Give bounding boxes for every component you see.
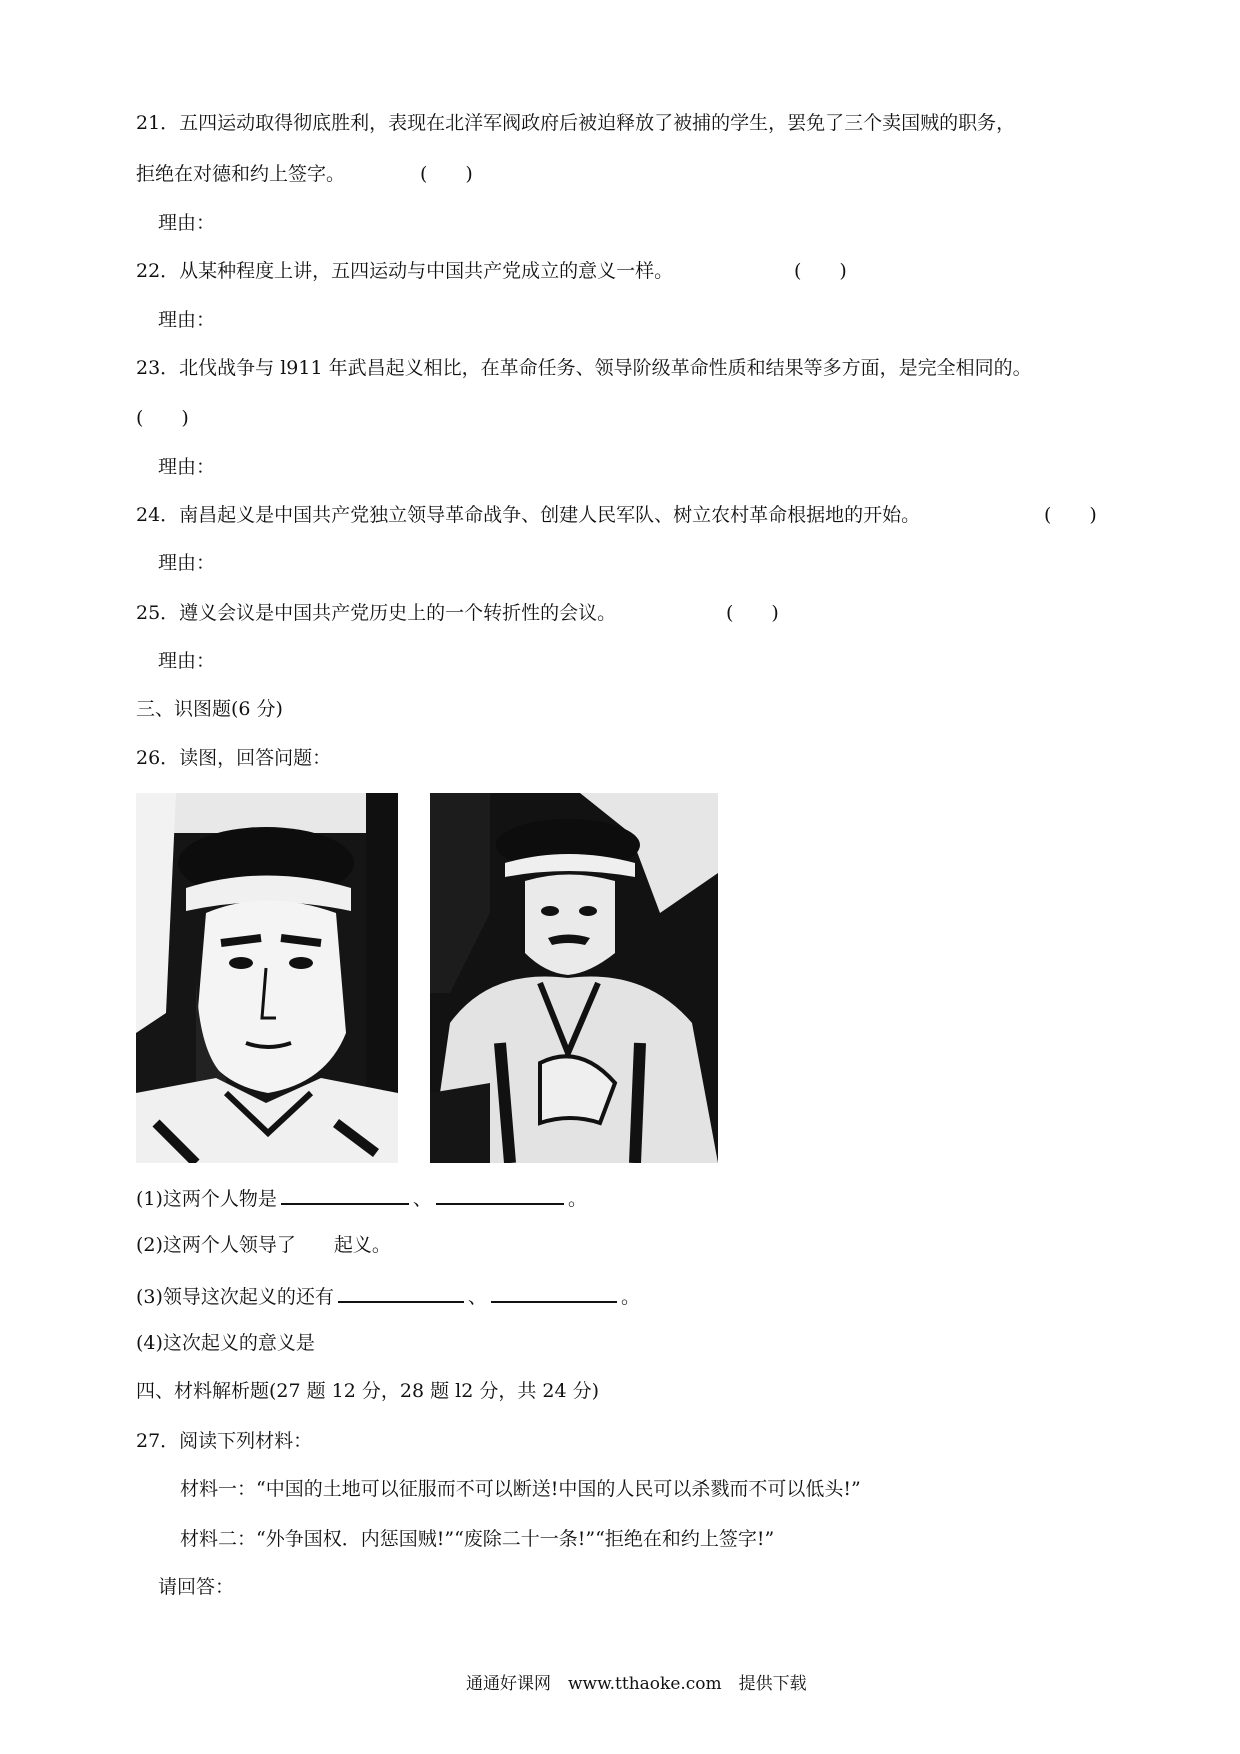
answer-blank-leader2[interactable] [491, 1281, 617, 1303]
question-21-line1: 21．五四运动取得彻底胜利，表现在北洋军阀政府后被迫释放了被捕的学生，罢免了三个卖国贼的职务， [136, 112, 1016, 134]
question-26-sub4: (4)这次起义的意义是 [136, 1332, 315, 1354]
material-1: 材料一：“中国的土地可以征服而不可以断送!中国的人民可以杀戮而不可以低头!” [180, 1478, 861, 1500]
answer-blank-person2[interactable] [436, 1183, 564, 1205]
question-22-reason: 理由： [158, 309, 216, 331]
question-22-text: 22．从某种程度上讲，五四运动与中国共产党成立的意义一样。 [136, 260, 674, 282]
answer-blank-person1[interactable] [281, 1183, 409, 1205]
question-27-text: 27．阅读下列材料： [136, 1430, 313, 1452]
portrait-photo-right [430, 793, 718, 1163]
portrait-photo-left [136, 793, 398, 1163]
sub1-end: 。 [567, 1188, 587, 1210]
question-25-bracket: ( ) [726, 602, 779, 624]
page-footer: 通通好课网 www.tthaoke.com 提供下载 [466, 1674, 807, 1694]
question-21-line2: 拒绝在对德和约上签字。 [136, 163, 346, 185]
sub1-prefix: (1)这两个人物是 [136, 1188, 277, 1210]
answer-blank-leader1[interactable] [338, 1281, 464, 1303]
sub1-separator: 、 [412, 1188, 432, 1210]
sub3-prefix: (3)领导这次起义的还有 [136, 1286, 334, 1308]
sub3-end: 。 [620, 1286, 640, 1308]
question-26-text: 26．读图，回答问题： [136, 747, 332, 769]
question-26-sub1 [136, 1183, 587, 1212]
section-3-title: 三、识图题(6 分) [136, 698, 283, 720]
question-23-reason: 理由： [158, 456, 216, 478]
question-24-text: 24．南昌起义是中国共产党独立领导革命战争、创建人民军队、树立农村革命根据地的开始。 [136, 504, 921, 526]
question-22-bracket: ( ) [794, 260, 847, 282]
answer-prompt: 请回答： [158, 1576, 235, 1598]
question-24-reason: 理由： [158, 552, 216, 574]
question-25-text: 25．遵义会议是中国共产党历史上的一个转折性的会议。 [136, 602, 617, 624]
question-26-sub3 [136, 1281, 640, 1310]
question-24-bracket: ( ) [1044, 504, 1097, 526]
section-4-title: 四、材料解析题(27 题 12 分，28 题 l2 分，共 24 分) [136, 1380, 600, 1402]
question-23-bracket: ( ) [136, 407, 189, 429]
question-25-reason: 理由： [158, 650, 216, 672]
question-23-text: 23．北伐战争与 l911 年武昌起义相比，在革命任务、领导阶级革命性质和结果等多方面，是完全相同的。 [136, 357, 1032, 379]
question-21-bracket: ( ) [420, 163, 473, 185]
material-2: 材料二：“外争国权．内惩国贼!”“废除二十一条!”“拒绝在和约上签字!” [180, 1528, 775, 1550]
sub3-separator: 、 [467, 1286, 487, 1308]
question-21-reason: 理由： [158, 212, 216, 234]
question-26-sub2: (2)这两个人领导了 起义。 [136, 1234, 391, 1256]
